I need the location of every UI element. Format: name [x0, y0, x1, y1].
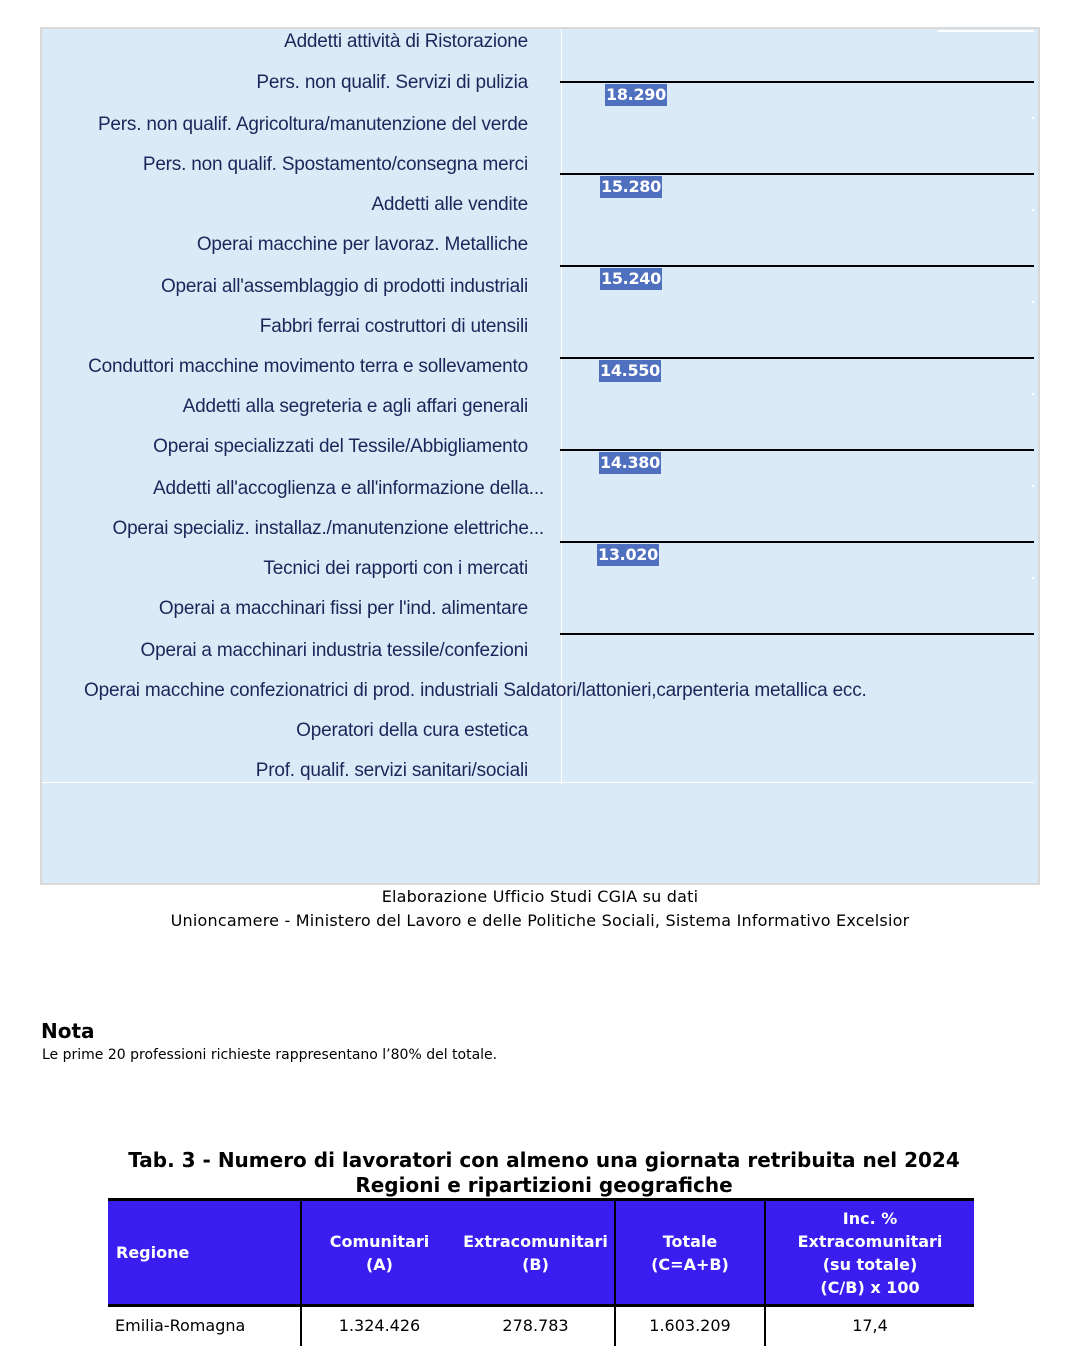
- plot-area-left-edge: [561, 29, 562, 784]
- data-label: 14.550: [600, 361, 660, 380]
- nota-text: Le prime 20 professioni richieste rappresentano l’80% del totale.: [42, 1047, 498, 1063]
- axis-tick: [1032, 393, 1034, 395]
- header-text: Extracomunitari: [463, 1231, 608, 1251]
- cell-incidenza: 17,4: [852, 1315, 888, 1335]
- category-label: Addetti alla segreteria e agli affari generali: [182, 396, 528, 417]
- source-line-2: Unioncamere - Ministero del Lavoro e delle Politiche Sociali, Sistema Informativo Excelsior: [170, 911, 910, 930]
- separator-line: [560, 541, 1034, 543]
- cell-comunitari: 1.324.426: [338, 1315, 421, 1335]
- separator-line: [560, 633, 1034, 635]
- cell-extracomunitari: 278.783: [457, 1306, 615, 1346]
- category-label: Operai macchine confezionatrici di prod. industriali Saldatori/lattonieri,carpenteria metallica ecc.: [84, 680, 867, 701]
- category-label: Addetti alle vendite: [371, 194, 528, 215]
- table-title: Tab. 3 - Numero di lavoratori con almeno una giornata retribuita nel 2024: [128, 1148, 960, 1172]
- data-label: 14.380: [600, 453, 660, 472]
- category-label: Operai a macchinari industria tessile/confezioni: [140, 640, 528, 661]
- header-text: (B): [522, 1254, 549, 1274]
- header-regione: [108, 1200, 301, 1306]
- category-label: Operai specializzati del Tessile/Abbigliamento: [153, 436, 528, 457]
- category-label: Operai all'assemblaggio di prodotti industriali: [160, 276, 528, 297]
- category-label: Pers. non qualif. Agricoltura/manutenzione del verde: [97, 114, 528, 135]
- header-text: (A): [365, 1254, 393, 1274]
- category-label: Addetti all'accoglienza e all'informazione della...: [152, 478, 544, 499]
- chart-top-edge: [938, 30, 1034, 32]
- header-text: (su totale): [822, 1254, 918, 1274]
- category-label: Operai macchine per lavoraz. Metalliche: [196, 234, 528, 255]
- header-totale: [615, 1200, 765, 1306]
- axis-tick: [1032, 577, 1034, 579]
- separator-line: [560, 265, 1034, 267]
- separator-line: [560, 173, 1034, 175]
- axis-tick: [1032, 485, 1034, 487]
- separator-line: [560, 81, 1034, 83]
- table-header-row: [108, 1200, 974, 1306]
- category-label: Addetti attività di Ristorazione: [284, 31, 528, 52]
- header-text: Totale: [662, 1231, 718, 1251]
- data-label: 18.290: [606, 85, 666, 104]
- category-label: [256, 72, 528, 94]
- source-line-1: Elaborazione Ufficio Studi CGIA su dati: [381, 887, 699, 906]
- category-label: Conduttori macchine movimento terra e sollevamento: [88, 356, 528, 377]
- header-incidenza: [765, 1200, 974, 1306]
- header-comunitari: [301, 1200, 457, 1306]
- nota-heading: Nota: [41, 1019, 95, 1043]
- header-text: (C/B) x 100: [820, 1277, 920, 1297]
- category-label: Pers. non qualif. Spostamento/consegna merci: [142, 154, 528, 175]
- header-extracomunitari: [457, 1200, 615, 1306]
- header-text: Inc. %: [842, 1208, 898, 1228]
- category-label: Operai a macchinari fissi per l'ind. alimentare: [158, 598, 528, 619]
- header-text: Comunitari: [329, 1231, 430, 1251]
- axis-tick: [1032, 301, 1034, 303]
- separator-line: [560, 357, 1034, 359]
- chart-area: [40, 27, 1040, 885]
- data-label: 15.240: [601, 269, 661, 288]
- header-text: Regione: [116, 1243, 190, 1262]
- category-label: Tecnici dei rapporti con i mercati: [263, 558, 528, 579]
- cell-totale: 1.603.209: [615, 1306, 765, 1346]
- category-label: Operai specializ. installaz./manutenzione elettriche...: [112, 518, 544, 539]
- data-label: 13.020: [598, 545, 658, 564]
- data-label: 15.280: [601, 177, 661, 196]
- axis-tick: [1032, 117, 1034, 119]
- plot-area-bottom-edge: [42, 782, 1034, 783]
- separator-line: [560, 449, 1034, 451]
- axis-tick: [1032, 209, 1034, 211]
- category-label: Fabbri ferrai costruttori di utensili: [259, 316, 528, 337]
- category-label-part: Pers. non qualif. Servizi di pulizia: [256, 72, 528, 93]
- table-row: [108, 1306, 974, 1346]
- cell-regione: Emilia-Romagna: [108, 1306, 301, 1346]
- category-label: Operatori della cura estetica: [296, 720, 528, 741]
- table-subtitle: Regioni e ripartizioni geografiche: [355, 1173, 733, 1197]
- regions-table: [108, 1198, 974, 1346]
- header-text: Extracomunitari: [797, 1231, 943, 1251]
- category-label: Prof. qualif. servizi sanitari/sociali: [255, 760, 528, 781]
- header-text: (C=A+B): [651, 1254, 729, 1274]
